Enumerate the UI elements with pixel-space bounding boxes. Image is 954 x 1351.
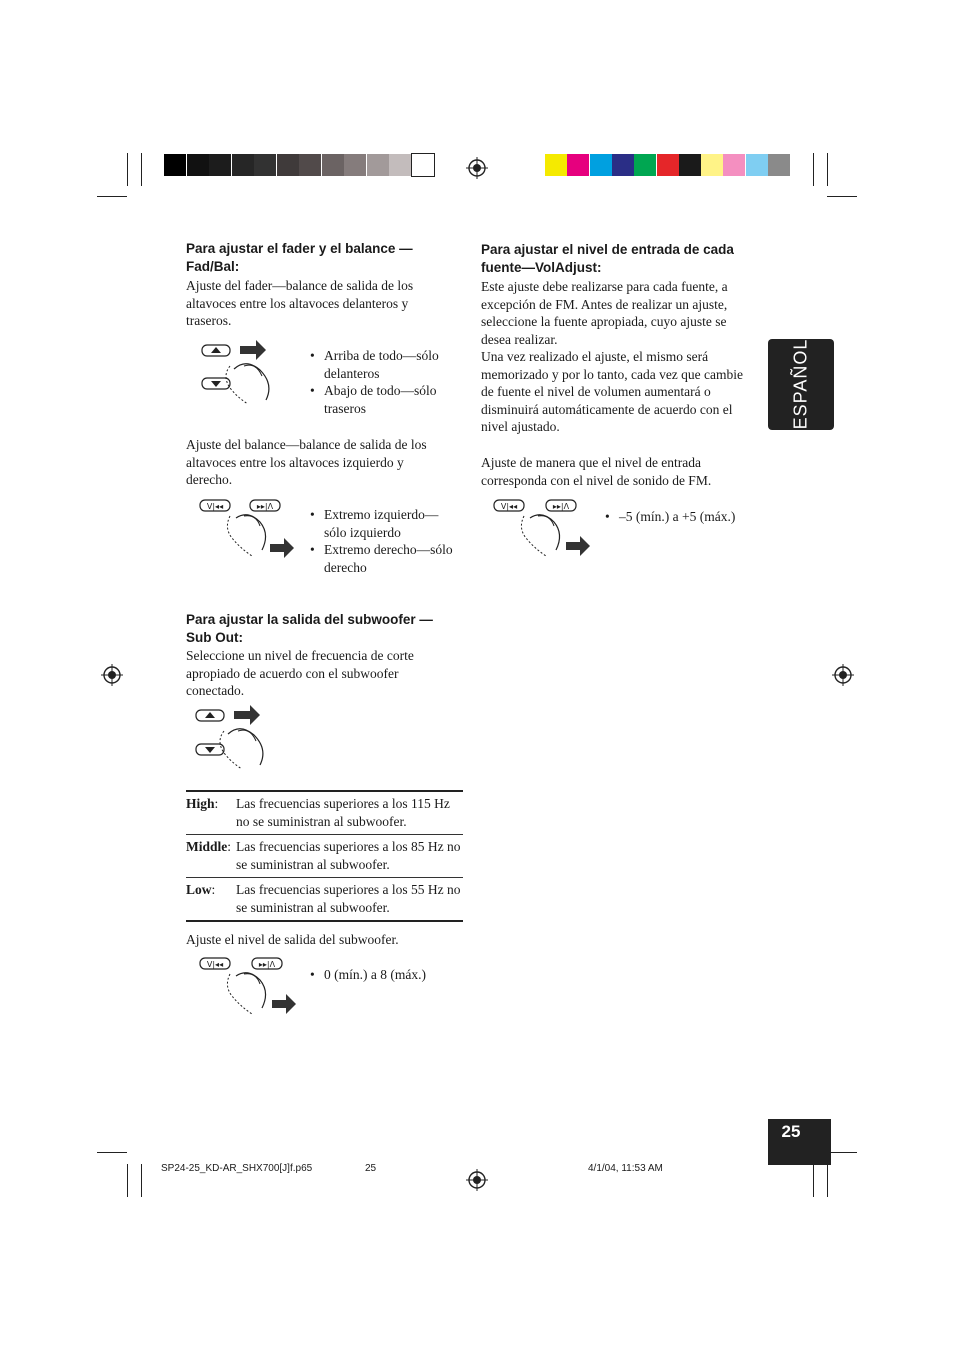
voladjust-text-2: Una vez realizado el ajuste, el mismo será memorizado y por lo tanto, cada vez que cambie de fuente el nivel de volumen aumentará o disminuirá automáticamente de acuerdo con el nivel ajustado. xyxy=(481,349,744,434)
table-label: High xyxy=(186,796,215,811)
subout-heading: Para ajustar la salida del subwoofer —Sub Out: xyxy=(186,612,433,645)
list-item: • Extremo izquierdo— sólo izquierdo xyxy=(310,506,462,541)
gray-swatch xyxy=(187,154,209,176)
color-swatch xyxy=(634,154,656,176)
table-cell: Las frecuencias superiores a los 55 Hz no se suministran al subwoofer. xyxy=(236,882,461,915)
registration-mark-icon xyxy=(832,664,854,686)
table-label: Low xyxy=(186,882,212,897)
footer-file: SP24-25_KD-AR_SHX700[J]f.p65 xyxy=(161,1163,313,1174)
gray-swatch xyxy=(299,154,321,176)
gray-swatch xyxy=(209,154,231,176)
list-item: • Abajo de todo—sólo traseros xyxy=(310,382,460,417)
footer-date: 4/1/04, 11:53 AM xyxy=(588,1163,663,1174)
table-row: High: Las frecuencias superiores a los 115 Hz no se suministran al subwoofer. xyxy=(186,792,463,835)
table-label: Middle xyxy=(186,839,228,854)
gray-swatch xyxy=(254,154,276,176)
gray-swatch xyxy=(389,154,411,176)
svg-text:▸▸|Λ: ▸▸|Λ xyxy=(552,502,570,511)
gray-swatch xyxy=(367,154,389,176)
color-swatch xyxy=(567,154,589,176)
left-right-buttons-illustration-icon xyxy=(490,494,590,560)
balance-bullets xyxy=(310,506,462,576)
color-swatch xyxy=(768,154,790,176)
fader-bullets xyxy=(310,347,460,417)
voladjust-text-1: Este ajuste debe realizarse para cada fuente, a excepción de FM. Antes de realizar un ajuste, seleccione la fuente apropiada, cuyo ajuste se desea realizar. xyxy=(481,279,728,347)
footer-page: 25 xyxy=(365,1163,377,1174)
frequency-table-container xyxy=(186,790,463,922)
list-item: • 0 (mín.) a 8 (máx.) xyxy=(310,966,460,984)
list-item: • Arriba de todo—sólo delanteros xyxy=(310,347,460,382)
svg-text:V|◂◂: V|◂◂ xyxy=(206,960,224,969)
color-swatch xyxy=(746,154,768,176)
color-swatch xyxy=(723,154,745,176)
frequency-table xyxy=(186,792,463,922)
left-right-buttons-illustration-icon xyxy=(196,496,296,562)
gray-swatch xyxy=(344,154,366,176)
table-row: Low: Las frecuencias superiores a los 55 Hz no se suministran al subwoofer. xyxy=(186,878,463,922)
language-tab-label: ESPAÑOL xyxy=(790,338,811,430)
voladjust-bullets xyxy=(605,508,755,526)
svg-text:▸▸|Λ: ▸▸|Λ xyxy=(256,502,274,511)
table-cell: Las frecuencias superiores a los 115 Hz no se suministran al subwoofer. xyxy=(236,796,450,829)
color-swatch xyxy=(679,154,701,176)
gray-swatch xyxy=(232,154,254,176)
balance-text: Ajuste del balance—balance de salida de los altavoces entre los altavoces izquierdo y derecho. xyxy=(186,437,427,487)
subout-text: Seleccione un nivel de frecuencia de corte apropiado de acuerdo con el subwoofer conectado. xyxy=(186,648,414,698)
color-swatch xyxy=(701,154,723,176)
gray-swatch xyxy=(322,154,344,176)
list-item: • –5 (mín.) a +5 (máx.) xyxy=(605,508,755,526)
up-down-buttons-illustration-icon xyxy=(192,702,282,774)
voladjust-heading: Para ajustar el nivel de entrada de cada fuente—VolAdjust: xyxy=(481,242,734,275)
color-swatch xyxy=(545,154,567,176)
fader-text: Ajuste del fader—balance de salida de los altavoces entre los altavoces delanteros y traseros. xyxy=(186,278,414,328)
registration-mark-icon xyxy=(101,664,123,686)
left-right-buttons-illustration-icon xyxy=(196,952,296,1018)
svg-text:V|◂◂: V|◂◂ xyxy=(500,502,518,511)
color-swatch xyxy=(657,154,679,176)
registration-mark-icon xyxy=(466,157,488,179)
color-swatch xyxy=(612,154,634,176)
table-cell: Las frecuencias superiores a los 85 Hz no se suministran al subwoofer. xyxy=(236,839,461,872)
subout-level-text: Ajuste el nivel de salida del subwoofer. xyxy=(186,932,399,947)
fadbal-heading: Para ajustar el fader y el balance —Fad/Bal: xyxy=(186,241,413,274)
gray-swatch xyxy=(277,154,299,176)
table-row: Middle: Las frecuencias superiores a los 85 Hz no se suministran al subwoofer. xyxy=(186,835,463,878)
svg-text:▸▸|Λ: ▸▸|Λ xyxy=(258,960,276,969)
subout-level-bullets xyxy=(310,966,460,984)
svg-text:V|◂◂: V|◂◂ xyxy=(206,502,224,511)
list-item: • Extremo derecho—sólo derecho xyxy=(310,541,462,576)
gray-swatch xyxy=(164,154,186,176)
color-swatch xyxy=(590,154,612,176)
registration-mark-icon xyxy=(466,1169,488,1191)
gray-swatch xyxy=(412,154,434,176)
up-down-buttons-illustration-icon xyxy=(196,336,286,408)
voladjust-text-3: Ajuste de manera que el nivel de entrada corresponda con el nivel de sonido de FM. xyxy=(481,455,712,488)
page-number: 25 xyxy=(781,1122,801,1141)
